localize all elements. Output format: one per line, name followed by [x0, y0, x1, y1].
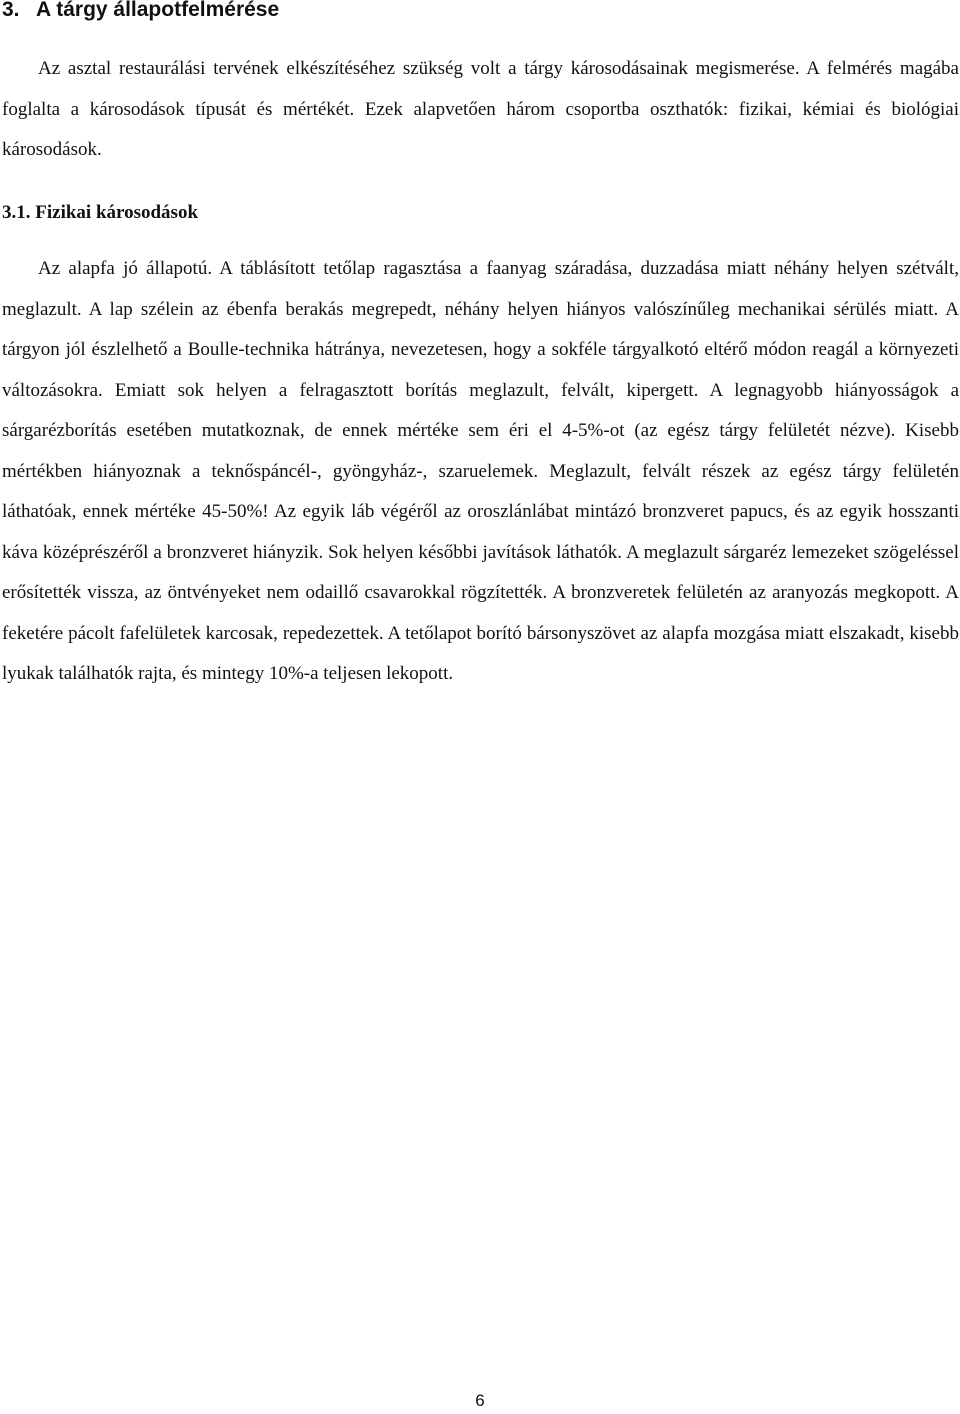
intro-paragraph: Az asztal restaurálási tervének elkészítéséhez szükség volt a tárgy károsodásainak megismerése. A felmérés magába foglalta a károsodások típusát és mértékét. Ezek alapvetően három csoportba oszthatók: fizikai, kémiai és biológiai károsodások. [2, 58, 959, 160]
body-paragraph: Az alapfa jó állapotú. A táblásított tetőlap ragasztása a faanyag száradása, duzzadása miatt néhány helyen szétvált, meglazult. A lap szélein az ébenfa berakás megrepedt, néhány helyen hiányos valószínűleg mechanikai sérülés miatt. A tárgyon jól észlelhető a Boulle-technika hátránya, nevezetesen, hogy a sokféle tárgyalkotó eltérő módon reagál a környezeti változásokra. Emiatt sok helyen a felragasztott borítás meglazult, felvált, kipergett. A legnagyobb hiányosságok a sárgarézborítás esetében mutatkoznak, de ennek mértéke sem éri el 4-5%-ot (az egész tárgy felületét nézve). Kisebb mértékben hiányoznak a teknőspáncél-, gyöngyház-, szaruelemek. Meglazult, felvált részek az egész tárgy felületén láthatóak, ennek mértéke 45-50%! Az egyik láb végéről az oroszlánlábat mintázó bronzveret papucs, és az egyik hosszanti káva középrészéről a bronzveret hiányzik. Sok helyen későbbi javítások láthatók. A meglazult sárgaréz lemezeket szögeléssel erősítették vissza, az öntvényeket nem odaillő csavarokkal rögzítették. A bronzveretek felületén az aranyozás megkopott. A feketére pácolt fafelületek karcosak, repedezettek. A tetőlapot borító bársonyszövet az alapfa mozgása miatt elszakadt, kisebb lyukak találhatók rajta, és mintegy 10%-a teljesen lekopott. [2, 258, 959, 684]
section-title: A tárgy állapotfelmérése [36, 0, 280, 21]
section-heading [2, 0, 279, 24]
section-number: 3. [2, 0, 20, 21]
page-number: 6 [475, 1391, 485, 1410]
subsection-heading: 3.1. Fizikai károsodások [2, 202, 199, 223]
